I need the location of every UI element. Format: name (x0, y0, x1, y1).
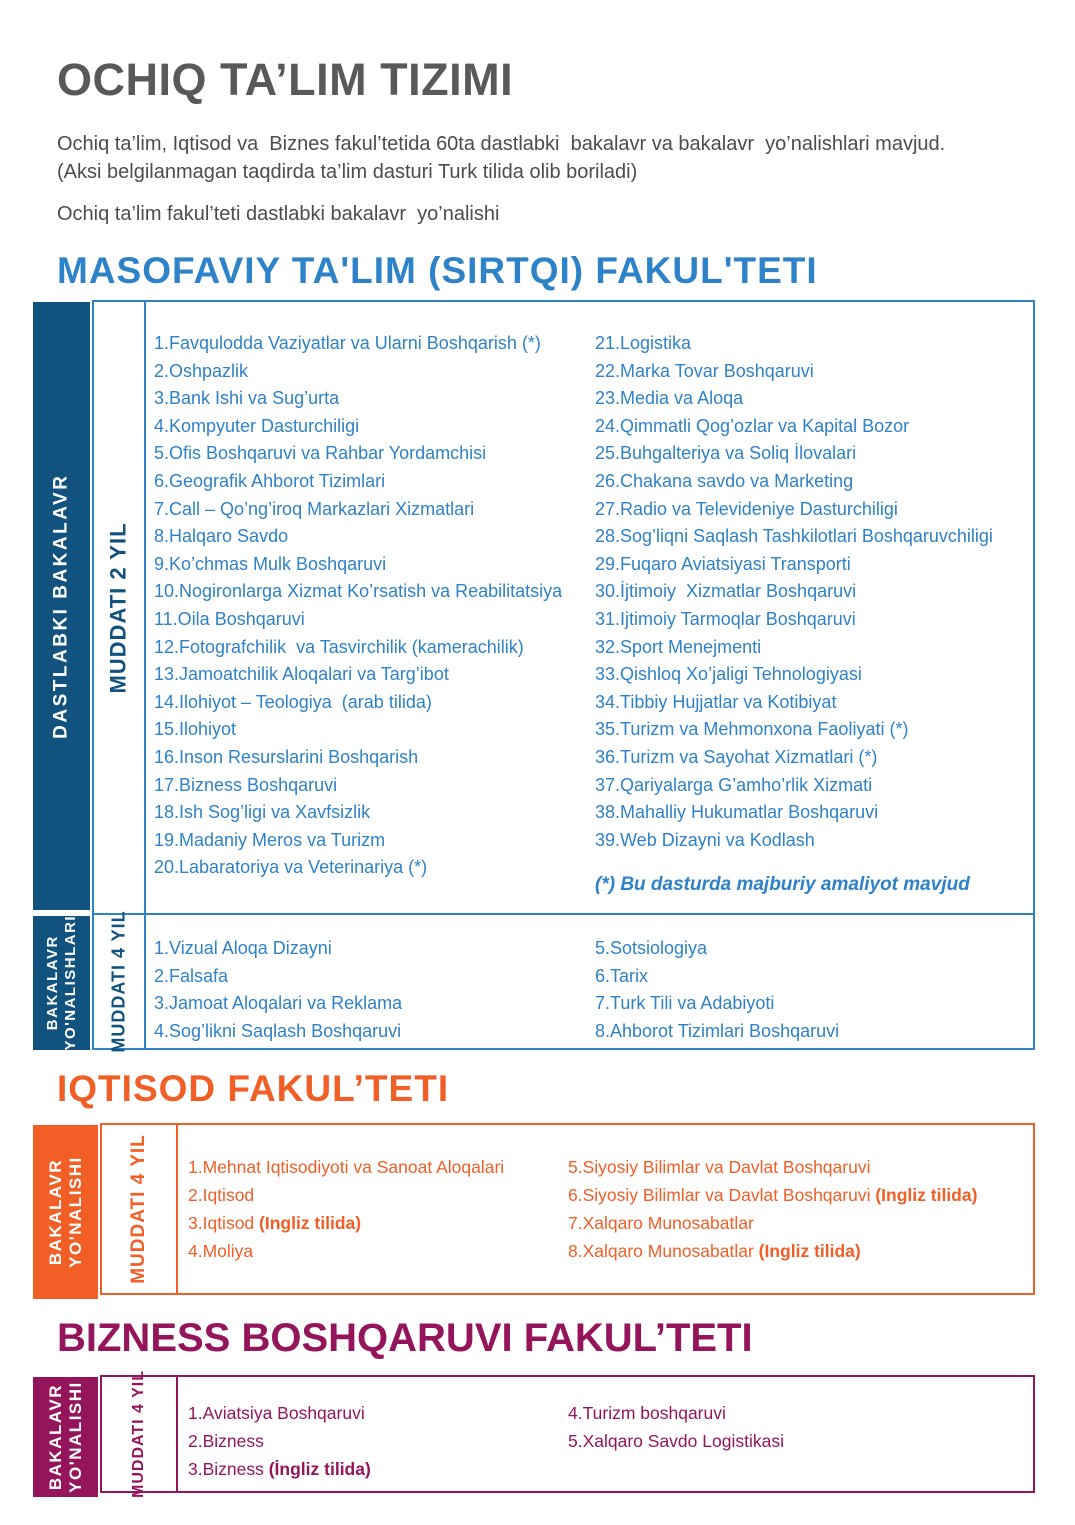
list-item: 6.Geografik Ahborot Tizimlari (154, 470, 386, 491)
list-item: 6.Siyosiy Bilimlar va Davlat Boshqaruvi (Ingliz tilida) (568, 1185, 978, 1205)
row-label-bakalavr-yonalishi (33, 1377, 98, 1497)
table-row-dastlabki (94, 302, 1033, 915)
duration-label: MUDDATI 2 YIL (106, 521, 131, 694)
faculty-table-bizness (33, 1370, 1035, 1498)
list-item: 20.Labaratoriya va Veterinariya (*) (154, 857, 428, 878)
program-list-col2 (595, 330, 1033, 913)
list-item: YO'NALISHI (65, 1381, 85, 1493)
list-item: 5.Xalqaro Savdo Logistikasi (568, 1431, 784, 1451)
list-item: 34.Tibbiy Hujjatlar va Kotibiyat (595, 691, 837, 712)
duration-cell (102, 1370, 178, 1498)
faculty-table-iqtisod (33, 1123, 1035, 1295)
program-list-col2 (568, 1399, 1033, 1491)
intro-line-2: (Aksi belgilanmagan taqdirda ta’lim dasturi Turk tilida olib boriladi) (57, 161, 638, 183)
list-item: 26.Chakana savdo va Marketing (595, 470, 854, 491)
list-item: 6.Tarix (595, 965, 649, 986)
program-list-col1 (188, 1153, 568, 1293)
program-list-col1 (154, 330, 595, 913)
table-grid (92, 300, 1035, 1053)
list-item: 35.Turizm va Mehmonxona Faoliyati (*) (595, 719, 909, 740)
program-list-col1 (188, 1399, 568, 1491)
table-row-bakalavr (94, 910, 1033, 1053)
list-item: 14.Ilohiyot – Teologiya (arab tilida) (154, 691, 432, 712)
page-title: OCHIQ TA’LIM TIZIMI (57, 54, 514, 105)
list-item: 3.Jamoat Aloqalari va Reklama (154, 993, 403, 1014)
list-item: 4.Kompyuter Dasturchiligi (154, 415, 360, 436)
list-item: 25.Buhgalteriya va Soliq İlovalari (595, 443, 857, 464)
row-label-dastlabki-bakalavr (33, 302, 90, 910)
table-grid (100, 1370, 1035, 1498)
list-item: 7.Call – Qo’ng’iroq Markazlari Xizmatlari (154, 498, 475, 519)
section-heading-masofaviy: MASOFAVIY TA'LIM (SIRTQI) FAKUL'TETI (57, 250, 818, 291)
duration-label: MUDDATI 4 YIL (130, 1370, 147, 1498)
list-item: 18.Ish Sog’ligi va Xavfsizlik (154, 802, 371, 823)
list-item: 1.Mehnat Iqtisodiyoti va Sanoat Aloqalari (188, 1157, 505, 1177)
program-list-col1 (154, 935, 595, 1048)
intro-line-3: Ochiq ta’lim fakul’teti dastlabki bakalavr yo’nalishi (57, 203, 500, 225)
list-item: 5.Siyosiy Bilimlar va Davlat Boshqaruvi (568, 1157, 871, 1177)
list-item: 4.Turizm boshqaruvi (568, 1403, 726, 1423)
table-row (102, 1370, 1033, 1498)
list-item: 2.Iqtisod (188, 1185, 255, 1205)
list-item: DASTLABKI BAKALAVR (50, 473, 72, 739)
list-item: 39.Web Dizayni va Kodlash (595, 829, 815, 850)
vertical-label-wrap (94, 302, 144, 913)
list-item: 5.Sotsiologiya (595, 938, 708, 958)
vertical-label-wrap (102, 1370, 176, 1498)
duration-label: MUDDATI 4 YIL (108, 910, 129, 1053)
list-item: BAKALAVR (45, 1158, 65, 1266)
vertical-label-wrap (33, 302, 90, 910)
list-item: 27.Radio va Televideniye Dasturchiligi (595, 498, 898, 519)
list-item: 19.Madaniy Meros va Turizm (154, 829, 386, 850)
list-item: 30.İjtimoiy Xizmatlar Boshqaruvi (595, 581, 857, 602)
list-item: 23.Media va Aloqa (595, 388, 744, 409)
row-label-text (50, 473, 72, 738)
list-item: 3.Iqtisod (Ingliz tilida) (188, 1213, 362, 1233)
program-list-col2 (595, 935, 1033, 1048)
list-item: 5.Ofis Boshqaruvi va Rahbar Yordamchisi (154, 443, 487, 464)
list-item: 21.Logistika (595, 333, 692, 353)
list-item: 1.Vizual Aloqa Dizayni (154, 938, 332, 958)
list-item: 3.Bizness (İngliz tilida) (188, 1459, 371, 1479)
list-item: 8.Ahborot Tizimlari Boshqaruvi (595, 1020, 840, 1041)
list-item: 15.Ilohiyot (154, 719, 237, 740)
list-item: YO'NALISHI (65, 1156, 85, 1268)
vertical-label-wrap (33, 1125, 98, 1299)
list-item: 37.Qariyalarga G’amho’rlik Xizmati (595, 774, 873, 795)
list-item: YO'NALISHLARI (61, 915, 79, 1051)
table-row (102, 1125, 1033, 1293)
list-item: 16.Inson Resurslarini Boshqarish (154, 746, 419, 767)
program-list-area (178, 1377, 1033, 1491)
table-grid (100, 1123, 1035, 1295)
vertical-label-wrap (94, 910, 144, 1053)
list-item: 1.Aviatsiya Boshqaruvi (188, 1403, 365, 1423)
row-label-bakalavr-yonalishi (33, 1125, 98, 1299)
list-item: BAKALAVR (43, 935, 61, 1031)
row-label-text (45, 1381, 85, 1493)
list-item: 36.Turizm va Sayohat Xizmatlari (*) (595, 746, 878, 767)
vertical-label-wrap (102, 1125, 176, 1293)
list-item: 3.Bank Ishi va Sug’urta (154, 388, 340, 409)
duration-cell (102, 1125, 178, 1293)
list-item: 7.Turk Tili va Adabiyoti (595, 993, 775, 1014)
vertical-label-wrap (33, 1377, 98, 1497)
list-item: 2.Falsafa (154, 965, 229, 986)
list-item: 22.Marka Tovar Boshqaruvi (595, 360, 814, 381)
list-item: 29.Fuqaro Aviatsiyasi Transporti (595, 553, 851, 574)
list-item: 24.Qimmatli Qog’ozlar va Kapital Bozor (595, 415, 910, 436)
section-heading-bizness: BIZNESS BOSHQARUVI FAKUL’TETI (57, 1316, 753, 1360)
intro-line-1: Ochiq ta’lim, Iqtisod va Biznes fakul’tetida 60ta dastlabki bakalavr va bakalavr yo’nalishlari mavjud. (57, 133, 946, 155)
list-item: 10.Nogironlarga Xizmat Ko’rsatish va Reabilitatsiya (154, 581, 563, 602)
list-item: 33.Qishloq Xo’jaligi Tehnologiyasi (595, 664, 862, 685)
program-list-col2-items (595, 330, 1033, 854)
section-heading-iqtisod: IQTISOD FAKUL’TETI (57, 1068, 450, 1109)
duration-cell (94, 910, 146, 1053)
list-item: BAKALAVR (45, 1383, 65, 1491)
list-item: 32.Sport Menejmenti (595, 636, 762, 657)
row-label-text (45, 1156, 85, 1268)
list-item: 13.Jamoatchilik Aloqalari va Targ’ibot (154, 664, 449, 685)
program-list-area (178, 1125, 1033, 1293)
program-list-area (146, 915, 1033, 1048)
list-item: 4.Moliya (188, 1241, 254, 1261)
mandatory-practice-note: (*) Bu dasturda majburiy amaliyot mavjud (595, 874, 970, 896)
row-label-bakalavr-yonalishlari (33, 916, 90, 1050)
vertical-label-wrap (33, 916, 90, 1050)
list-item: 31.Ijtimoiy Tarmoqlar Boshqaruvi (595, 608, 856, 629)
list-item: 2.Bizness (188, 1431, 264, 1451)
list-item: 8.Halqaro Savdo (154, 526, 289, 547)
list-item: 28.Sog’liqni Saqlash Tashkilotlari Boshqaruvchiligi (595, 526, 993, 547)
faculty-table-masofaviy (33, 300, 1035, 1053)
duration-cell (94, 302, 146, 913)
list-item: 1.Favqulodda Vaziyatlar va Ularni Boshqarish (*) (154, 333, 541, 353)
duration-label: MUDDATI 4 YIL (128, 1134, 149, 1284)
program-list-col2 (568, 1153, 1033, 1293)
list-item: 7.Xalqaro Munosabatlar (568, 1213, 754, 1233)
intro-paragraph (57, 130, 945, 228)
list-item: 17.Bizness Boshqaruvi (154, 774, 338, 795)
list-item: 12.Fotografchilik va Tasvirchilik (kamerachilik) (154, 636, 524, 657)
list-item: 9.Ko’chmas Mulk Boshqaruvi (154, 553, 387, 574)
list-item: 11.Oila Boshqaruvi (154, 608, 305, 629)
program-list-area (146, 302, 1033, 913)
list-item: 38.Mahalliy Hukumatlar Boshqaruvi (595, 802, 879, 823)
list-item: 4.Sog’likni Saqlash Boshqaruvi (154, 1020, 402, 1041)
row-label-text (44, 915, 79, 1051)
list-item: 8.Xalqaro Munosabatlar (Ingliz tilida) (568, 1241, 861, 1261)
list-item: 2.Oshpazlik (154, 360, 249, 381)
